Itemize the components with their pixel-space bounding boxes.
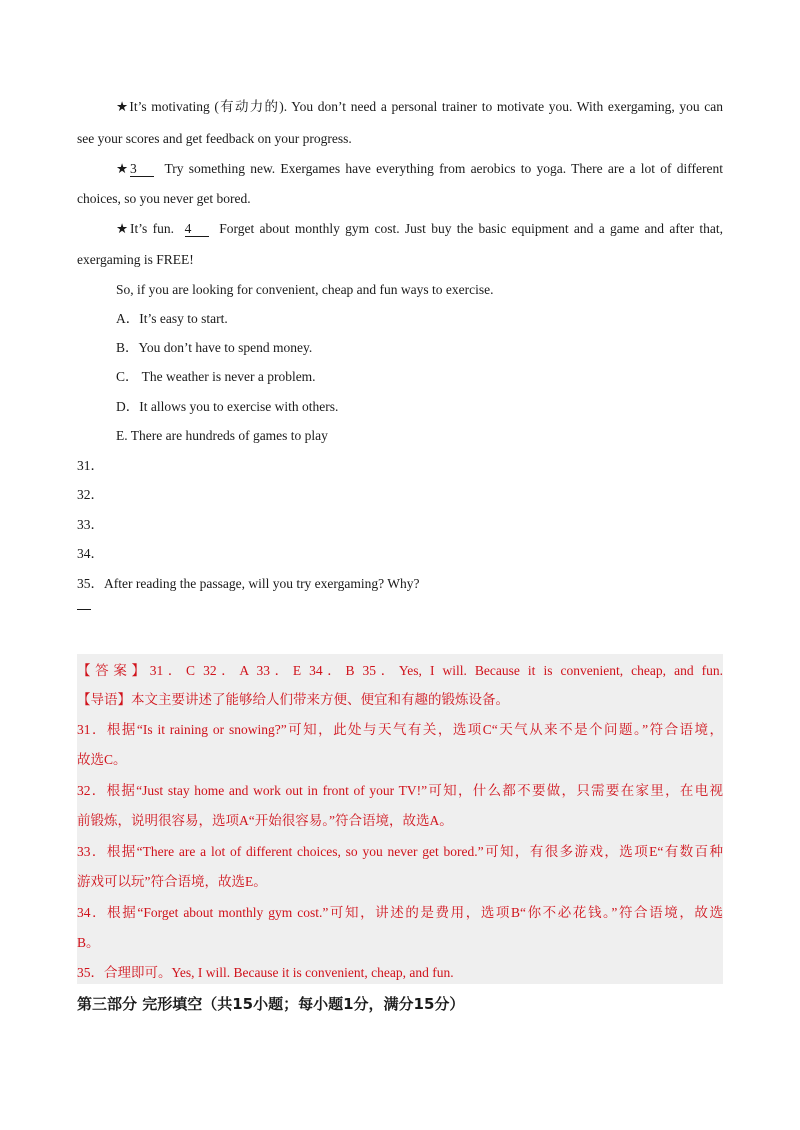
passage-paragraph-1-line-2: see your scores and get feedback on your progress.	[77, 131, 352, 146]
explanation-34-line-1: 34．根据“Forget about monthly gym cost.”可知，讲述的是费用，选项B“你不必花钱。”符合语境，故选	[77, 905, 723, 920]
passage-paragraph-4: So, if you are looking for convenient, cheap and fun ways to exercise.	[116, 282, 494, 297]
question-33: 33．	[77, 517, 104, 532]
explanation-32-line-1: 32．根据“Just stay home and work out in front of your TV!”可知，什么都不要做，只需要在家里，在电视	[77, 783, 723, 798]
star-bullet: ★	[116, 161, 130, 176]
question-35: 35．After reading the passage, will you try exergaming? Why?	[77, 576, 420, 591]
explanation-33-line-1: 33．根据“There are a lot of different choices, so you never get bored.”可知，有很多游戏，选项E“有数百种	[77, 844, 723, 859]
explanation-35: 35．合理即可。Yes, I will. Because it is convenient, cheap, and fun.	[77, 965, 454, 980]
explanation-31-line-2: 故选C。	[77, 752, 127, 767]
explanation-32-line-2: 前锻炼，说明很容易，选项A“开始很容易。”符合语境，故选A。	[77, 813, 453, 828]
paragraph-3-start: ★It’s fun.	[116, 221, 174, 236]
passage-paragraph-3-line-2: exergaming is FREE!	[77, 252, 194, 267]
guide-line: 【导语】本文主要讲述了能够给人们带来方便、便宜和有趣的锻炼设备。	[77, 692, 509, 707]
explanation-33-line-2: 游戏可以玩”符合语境，故选E。	[77, 874, 267, 889]
section-title: 第三部分 完形填空（共15小题；每小题1分，满分15分）	[77, 995, 465, 1013]
passage-paragraph-2-line-1	[116, 160, 723, 178]
explanation-31-line-1: 31．根据“Is it raining or snowing?”可知，此处与天气有关，选项C“天气从来不是个问题。”符合语境，	[77, 722, 723, 737]
question-32: 32．	[77, 487, 104, 502]
passage-paragraph-3-line-1	[116, 220, 723, 238]
option-e: E. There are hundreds of games to play	[116, 428, 328, 443]
blank-3: 3	[130, 161, 154, 177]
explanation-34-line-2: B。	[77, 935, 100, 950]
blank-4: 4	[185, 221, 209, 237]
passage-paragraph-1-line-1: ★It’s motivating (有动力的). You don’t need a personal trainer to motivate you. With exergaming, you can	[116, 99, 723, 114]
question-31: 31．	[77, 458, 104, 473]
option-a: A．It’s easy to start.	[116, 311, 228, 326]
answer-key-line: 【答案】31．C 32．A 33．E 34．B 35．Yes, I will. Because it is convenient, cheap, and fun.	[77, 663, 723, 678]
question-34: 34．	[77, 546, 104, 561]
paragraph-2-text: Try something new. Exergames have everything from aerobics to yoga. There are a lot of different	[164, 161, 723, 176]
answer-line	[77, 609, 91, 610]
option-b: B．You don’t have to spend money.	[116, 340, 313, 355]
option-d: D．It allows you to exercise with others.	[116, 399, 339, 414]
option-c: C． The weather is never a problem.	[116, 369, 316, 384]
paragraph-3-text: Forget about monthly gym cost. Just buy the basic equipment and a game and after that,	[219, 221, 723, 236]
passage-paragraph-2-line-2: choices, so you never get bored.	[77, 191, 251, 206]
